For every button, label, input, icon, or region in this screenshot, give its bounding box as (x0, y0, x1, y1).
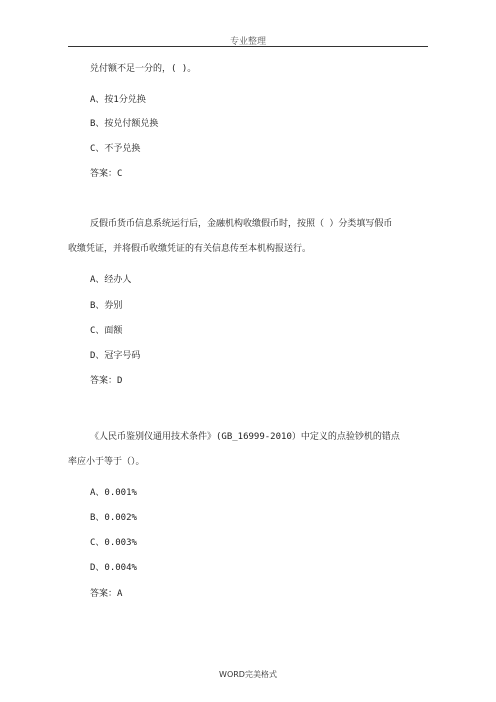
q3-option-d: D、0.004% (90, 563, 137, 573)
q1-option-a: A、按1分兑换 (90, 95, 146, 105)
q1-answer: 答案：C (90, 169, 123, 179)
q1-option-b: B、按兑付额兑换 (90, 119, 159, 129)
q3-stem-line-2: 率应小于等于（）。 (68, 457, 145, 467)
q3-answer: 答案：A (90, 589, 123, 599)
header-divider (68, 46, 428, 47)
q3-option-c: C、0.003% (90, 538, 137, 548)
q2-option-a: A、经办人 (90, 275, 132, 285)
q3-option-b: B、0.002% (90, 513, 137, 523)
q2-option-b: B、券别 (90, 301, 123, 311)
q1-stem-line-1: 兑付额不足一分的，( )。 (90, 64, 197, 74)
q2-stem-line-1: 反假币货币信息系统运行后，金融机构收缴假币时，按照（ ）分类填写假币 (90, 219, 393, 229)
q2-option-d: D、冠字号码 (90, 351, 141, 361)
q3-option-a: A、0.001% (90, 488, 137, 498)
q3-stem-line-1: 《人民币鉴别仪通用技术条件》(GB_16999-2010）中定义的点验钞机的错点 (90, 432, 400, 442)
q1-option-c: C、不予兑换 (90, 144, 141, 154)
page-footer: WORD完美格式 (219, 670, 277, 679)
q2-option-c: C、面额 (90, 326, 123, 336)
q2-answer: 答案：D (90, 376, 123, 386)
q2-stem-line-2: 收缴凭证，并将假币收缴凭证的有关信息传至本机构报送行。 (68, 244, 312, 254)
page-header: 专业整理 (229, 37, 266, 47)
